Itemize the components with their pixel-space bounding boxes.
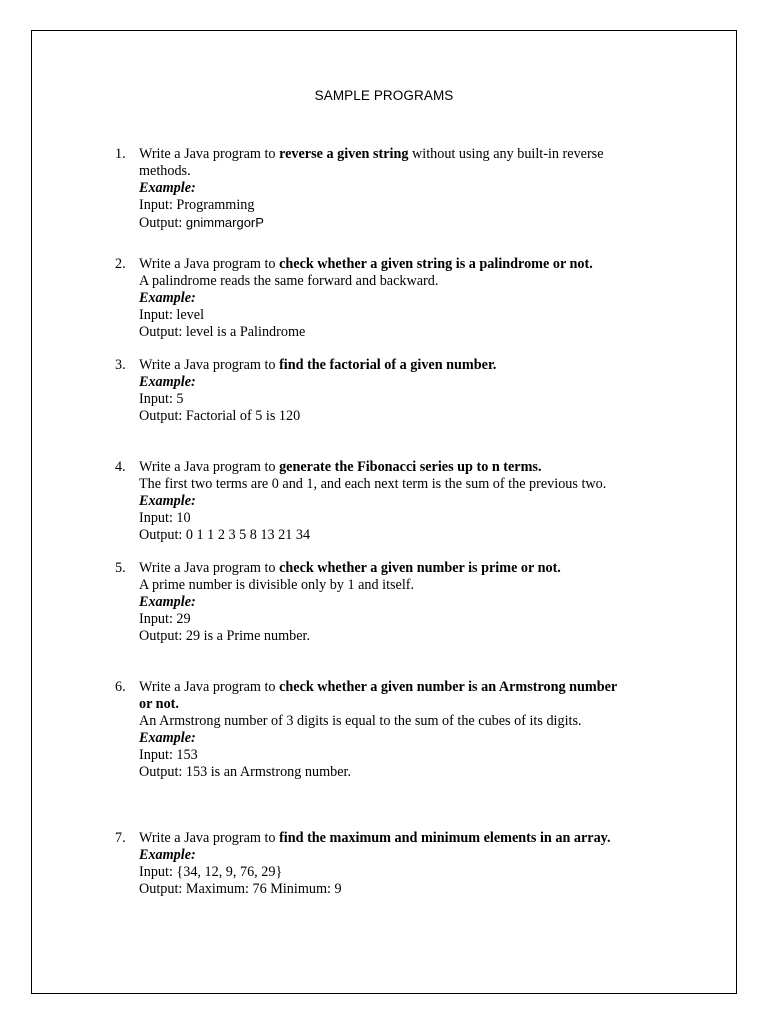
list-item-1 [139, 146, 679, 231]
item-question: Write a Java program to reverse a given string without using any built-in reverse [139, 146, 604, 162]
item-description: The first two terms are 0 and 1, and each next term is the sum of the previous two. [139, 476, 607, 492]
example-label: Example: [139, 374, 196, 390]
example-label: Example: [139, 290, 196, 306]
item-question: Write a Java program to check whether a given string is a palindrome or not. [139, 256, 593, 272]
example-output: Output: level is a Palindrome [139, 324, 306, 340]
item-question: Write a Java program to check whether a given number is an Armstrong number [139, 679, 618, 695]
list-item-5 [139, 560, 679, 645]
document-title: SAMPLE PROGRAMS [314, 88, 454, 103]
list-item-6 [139, 679, 679, 781]
item-question: Write a Java program to find the maximum and minimum elements in an array. [139, 830, 611, 846]
example-input: Input: {34, 12, 9, 76, 29} [139, 864, 283, 880]
item-number: 4. [115, 459, 126, 475]
example-input: Input: 29 [139, 611, 191, 627]
item-description: A palindrome reads the same forward and backward. [139, 273, 439, 289]
item-number: 5. [115, 560, 126, 576]
example-input: Input: 153 [139, 747, 198, 763]
item-description: An Armstrong number of 3 digits is equal to the sum of the cubes of its digits. [139, 713, 582, 729]
example-output: Output: 153 is an Armstrong number. [139, 764, 352, 780]
list-item-7 [139, 830, 679, 898]
list-item-4 [139, 459, 679, 544]
item-question: Write a Java program to find the factorial of a given number. [139, 357, 497, 373]
example-label: Example: [139, 493, 196, 509]
item-question-continued: methods. [139, 163, 191, 179]
list-item-2 [139, 256, 679, 341]
list-item-3 [139, 357, 679, 425]
example-input: Input: 10 [139, 510, 191, 526]
item-number: 7. [115, 830, 126, 846]
item-question-continued: or not. [139, 696, 179, 712]
example-input: Input: level [139, 307, 205, 323]
example-label: Example: [139, 180, 196, 196]
item-number: 1. [115, 146, 126, 162]
example-output: Output: 0 1 1 2 3 5 8 13 21 34 [139, 527, 311, 543]
item-description: A prime number is divisible only by 1 and itself. [139, 577, 415, 593]
example-label: Example: [139, 730, 196, 746]
example-input: Input: Programming [139, 197, 255, 213]
example-label: Example: [139, 594, 196, 610]
example-input: Input: 5 [139, 391, 184, 407]
item-question: Write a Java program to generate the Fibonacci series up to n terms. [139, 459, 542, 475]
example-output: Output: 29 is a Prime number. [139, 628, 311, 644]
example-label: Example: [139, 847, 196, 863]
example-output: Output: Maximum: 76 Minimum: 9 [139, 881, 342, 897]
item-number: 2. [115, 256, 126, 272]
item-number: 3. [115, 357, 126, 373]
example-output: Output: Factorial of 5 is 120 [139, 408, 301, 424]
example-output: Output: gnimmargorP [139, 215, 264, 231]
item-question: Write a Java program to check whether a given number is prime or not. [139, 560, 561, 576]
item-number: 6. [115, 679, 126, 695]
